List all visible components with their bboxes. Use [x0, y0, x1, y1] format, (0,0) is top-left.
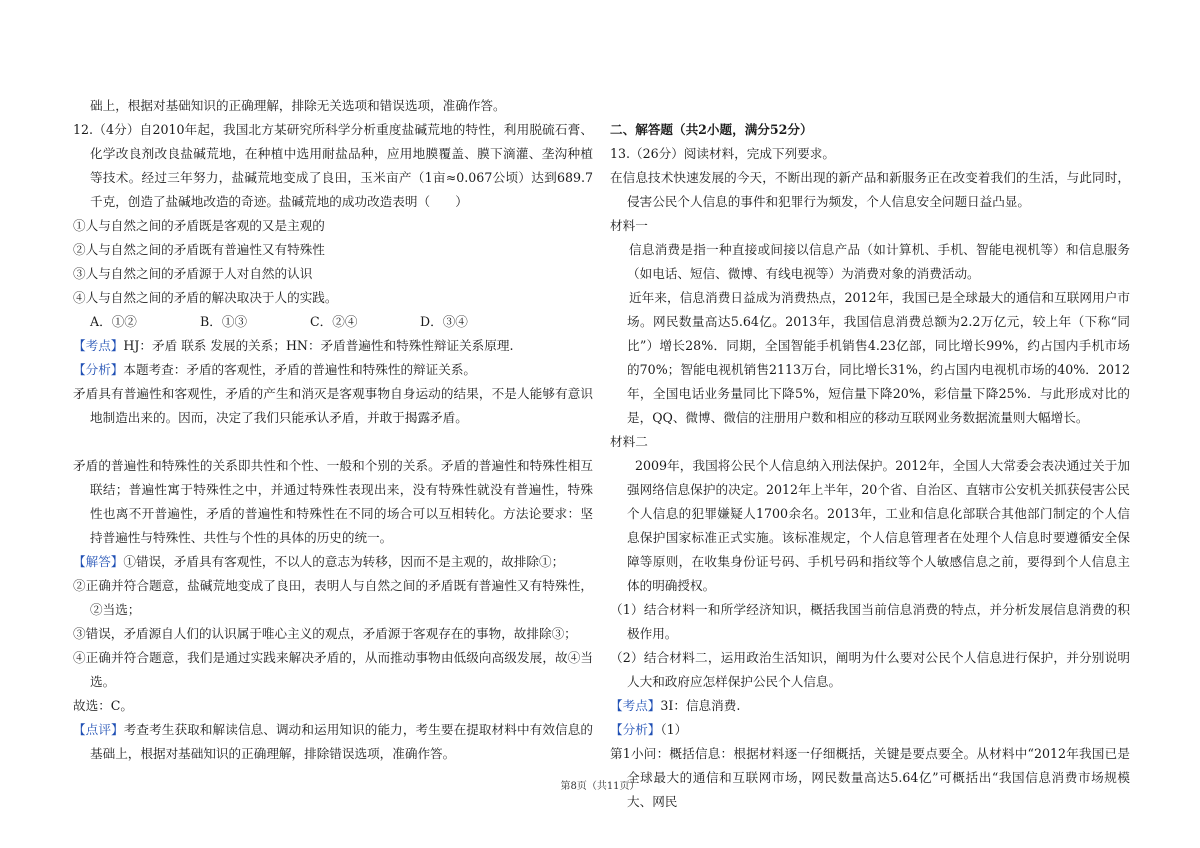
requirement-1: （1）结合材料一和所学经济知识，概括我国当前信息消费的特点，并分析发展信息消费的积极作用。	[610, 602, 1130, 641]
question-13-stem: 13.（26分）阅读材料，完成下列要求。	[610, 146, 835, 161]
kaodian-text: 3I：信息消费.	[660, 698, 741, 713]
fenxi-tag: 【分析】	[610, 722, 661, 737]
material-2-para-text: 2009年，我国将公民个人信息纳入刑法保护。2012年，全国人大常委会表决通过关于加强网络信息保护的决定。2012年上半年，20个省、自治区、直辖市公安机关抓获侵害公民个人信息的犯罪嫌疑人1700余名。2013年，工业和信息化部联合其他部门制定的个人信息保护国家标准正式实施。该标准规定，个人信息管理者在处理个人信息时要遵循安全保障等原则，在收集身份证号码、手机号码和指纹等个人敏感信息之前，要得到个人信息主体的明确授权。	[627, 458, 1130, 593]
section-heading: 二、解答题（共2小题，满分52分）	[610, 122, 813, 137]
statement-1: ①人与自然之间的矛盾既是客观的又是主观的	[73, 218, 325, 233]
fenxi-text: 本题考查：矛盾的客观性，矛盾的普遍性和特殊性的辩证关系。	[123, 362, 476, 377]
dianping-line	[73, 718, 593, 766]
dianping-text: 考查考生获取和解读信息、调动和运用知识的能力，考生要在提取材料中有效信息的基础上，根据对基础知识的正确理解，排除错误选项，准确作答。	[90, 722, 594, 761]
option-d: D．③④	[420, 314, 468, 329]
requirement-2: （2）结合材料二，运用政治生活知识，阐明为什么要对公民个人信息进行保护，并分别说明人大和政府应怎样保护公民个人信息。	[610, 650, 1130, 689]
question-text: （4分）自2010年起，我国北方某研究所科学分析重度盐碱荒地的特性，利用脱硫石膏、化学改良剂改良盐碱荒地，在种植中选用耐盐品种，应用地膜覆盖、膜下滴灌、垄沟种植等技术。经过三年努力，盐碱荒地变成了良田，玉米亩产（1亩≈0.067公顷）达到689.7千克，创造了盐碱地改造的奇迹。盐碱荒地的成功改造表明（ ）	[90, 122, 593, 209]
spacer	[73, 430, 593, 454]
right-column	[610, 94, 1130, 814]
kaodian-line	[73, 334, 593, 358]
material-1-para-2	[610, 286, 1130, 430]
fenxi-text: （1）	[660, 722, 688, 737]
material-1-para-2-text: 近年来，信息消费日益成为消费热点，2012年，我国已是全球最大的通信和互联网用户市场。网民数量高达5.64亿。2013年，我国信息消费总额为2.2万亿元，较上年（下称“同比”）增长28%．同期，全国智能手机销售4.23亿部，同比增长99%，约占国内手机市场的70%；智能电视机销售2113万台，同比增长31%，约占国内电视机市场的40%．2012年，全国电话业务量同比下降5%，短信量下降20%，彩信量下降25%．与此形成对比的是，QQ、微博、微信的注册用户数和相应的移动互联网业务数据流量则大幅增长。	[627, 290, 1130, 425]
jieda-line	[73, 550, 593, 574]
statement-4: ④人与自然之间的矛盾的解决取决于人的实践。	[73, 290, 338, 305]
statement-3: ③人与自然之间的矛盾源于人对自然的认识	[73, 266, 313, 281]
jieda-text-4: ④正确并符合题意，我们是通过实践来解决矛盾的，从而推动事物由低级向高级发展，故④当选。	[73, 650, 593, 689]
answer-choice: 故选：C。	[73, 698, 134, 713]
jieda-text-1: ①错误，矛盾具有客观性，不以人的意志为转移，因而不是主观的，故排除①；	[123, 554, 565, 569]
left-column	[73, 94, 593, 766]
statement-2: ②人与自然之间的矛盾既有普遍性又有特殊性	[73, 242, 325, 257]
continuation-line: 础上，根据对基础知识的正确理解，排除无关选项和错误选项，准确作答。	[90, 98, 506, 113]
page-footer: 第8页（共11页）	[560, 781, 640, 792]
analysis-paragraph-2: 矛盾的普遍性和特殊性的关系即共性和个性、一般和个别的关系。矛盾的普遍性和特殊性相互联结；普遍性寓于特殊性之中，并通过特殊性表现出来，没有特殊性就没有普遍性，特殊性也离不开普遍性，矛盾的普遍性和特殊性在不同的场合可以互相转化。方法论要求：坚持普遍性与特殊性、共性与个性的具体的历史的统一。	[73, 458, 593, 545]
kaodian-line	[610, 694, 1130, 718]
dianping-tag: 【点评】	[73, 722, 124, 737]
material-1-title: 材料一	[610, 218, 648, 233]
material-1-para-1-text: 信息消费是指一种直接或间接以信息产品（如计算机、手机、智能电视机等）和信息服务（如电话、短信、微博、有线电视等）为消费对象的消费活动。	[627, 242, 1130, 281]
material-2-title: 材料二	[610, 434, 648, 449]
jieda-tag: 【解答】	[73, 554, 124, 569]
fenxi-tag: 【分析】	[73, 362, 124, 377]
analysis-paragraph-1: 矛盾具有普遍性和客观性，矛盾的产生和消灭是客观事物自身运动的结果，不是人能够有意识地制造出来的。因而，决定了我们只能承认矛盾，并敢于揭露矛盾。	[73, 386, 593, 425]
kaodian-text: HJ：矛盾 联系 发展的关系；HN：矛盾普遍性和特殊性辩证关系原理.	[123, 338, 514, 353]
kaodian-tag: 【考点】	[610, 698, 661, 713]
material-2-para	[610, 454, 1130, 598]
jieda-text-3: ③错误，矛盾源自人们的认识属于唯心主义的观点，矛盾源于客观存在的事物，故排除③；	[73, 626, 577, 641]
fenxi-line	[610, 718, 1130, 742]
option-a: A．①②	[90, 314, 137, 329]
question-12-stem	[73, 118, 593, 214]
option-c: C．②④	[310, 314, 358, 329]
material-intro: 在信息技术快速发展的今天，不断出现的新产品和新服务正在改变着我们的生活，与此同时，侵害公民个人信息的事件和犯罪行为频发，个人信息安全问题日益凸显。	[610, 170, 1130, 209]
spacer	[610, 94, 1130, 118]
answer-options	[73, 310, 593, 334]
kaodian-tag: 【考点】	[73, 338, 124, 353]
jieda-text-2: ②正确并符合题意，盐碱荒地变成了良田，表明人与自然之间的矛盾既有普遍性又有特殊性，②当选；	[73, 578, 593, 617]
material-1-para-1	[610, 238, 1130, 286]
fenxi-line	[73, 358, 593, 382]
analysis-answer-1: 第1小问：概括信息：根据材料逐一仔细概括，关键是要点要全。从材料中“2012年我国已是全球最大的通信和互联网市场，网民数量高达5.64亿”可概括出“我国信息消费市场规模大、网民	[610, 746, 1130, 809]
option-b: B．①③	[200, 314, 248, 329]
question-number: 12.	[73, 122, 94, 137]
